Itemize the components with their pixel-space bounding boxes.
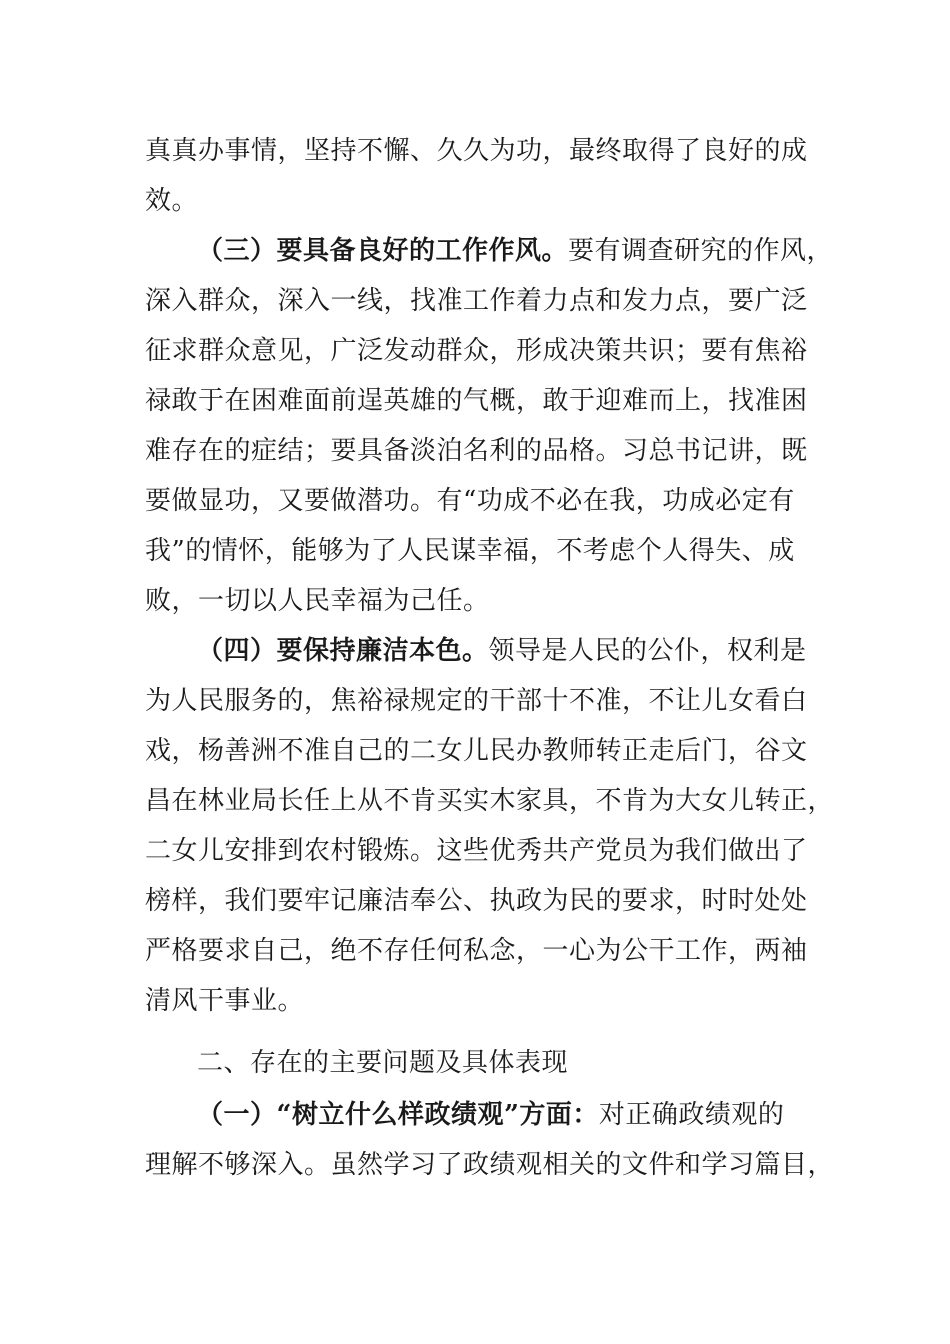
paragraph-line: （三）要具备良好的工作作风。要有调查研究的作风，	[197, 236, 834, 266]
paragraph-line: 戏，杨善洲不准自己的二女儿民办教师转正走后门，谷文	[145, 736, 808, 766]
paragraph-line: 深入群众，深入一线，找准工作着力点和发力点，要广泛	[145, 286, 808, 316]
paragraph-line: 我”的情怀，能够为了人民谋幸福，不考虑个人得失、成	[145, 536, 795, 566]
paragraph-line: 征求群众意见，广泛发动群众，形成决策共识；要有焦裕	[145, 336, 808, 366]
section-heading: （三）要具备良好的工作作风。	[197, 236, 569, 266]
paragraph-line: 效。	[145, 186, 199, 216]
paragraph-line: 为人民服务的，焦裕禄规定的干部十不准，不让儿女看白	[145, 686, 808, 716]
paragraph-line: 禄敢于在困难面前逞英雄的气概，敢于迎难而上，找准困	[145, 386, 808, 416]
chapter-heading: 二、存在的主要问题及具体表现	[197, 1048, 569, 1078]
section-heading: （一）“树立什么样政绩观”方面：	[197, 1100, 599, 1130]
section-heading: （四）要保持廉洁本色。	[197, 636, 489, 666]
paragraph-line: 要做显功，又要做潜功。有“功成不必在我，功成必定有	[145, 486, 795, 516]
paragraph-line: 真真办事情，坚持不懈、久久为功，最终取得了良好的成	[145, 136, 808, 166]
paragraph-line: 榜样，我们要牢记廉洁奉公、执政为民的要求，时时处处	[145, 886, 808, 916]
paragraph-line: 理解不够深入。虽然学习了政绩观相关的文件和学习篇目，	[145, 1150, 835, 1180]
paragraph-line: 清风干事业。	[145, 986, 305, 1016]
paragraph-line: 严格要求自己，绝不存任何私念，一心为公干工作，两袖	[145, 936, 808, 966]
paragraph-line: 昌在林业局长任上从不肯买实木家具，不肯为大女儿转正，	[145, 786, 835, 816]
paragraph-line: 二女儿安排到农村锻炼。这些优秀共产党员为我们做出了	[145, 836, 808, 866]
paragraph-line: （四）要保持廉洁本色。领导是人民的公仆，权利是	[197, 636, 807, 666]
paragraph-line: 难存在的症结；要具备淡泊名利的品格。习总书记讲，既	[145, 436, 808, 466]
paragraph-line: （一）“树立什么样政绩观”方面：对正确政绩观的	[197, 1100, 785, 1130]
paragraph-line: 败，一切以人民幸福为己任。	[145, 586, 490, 616]
